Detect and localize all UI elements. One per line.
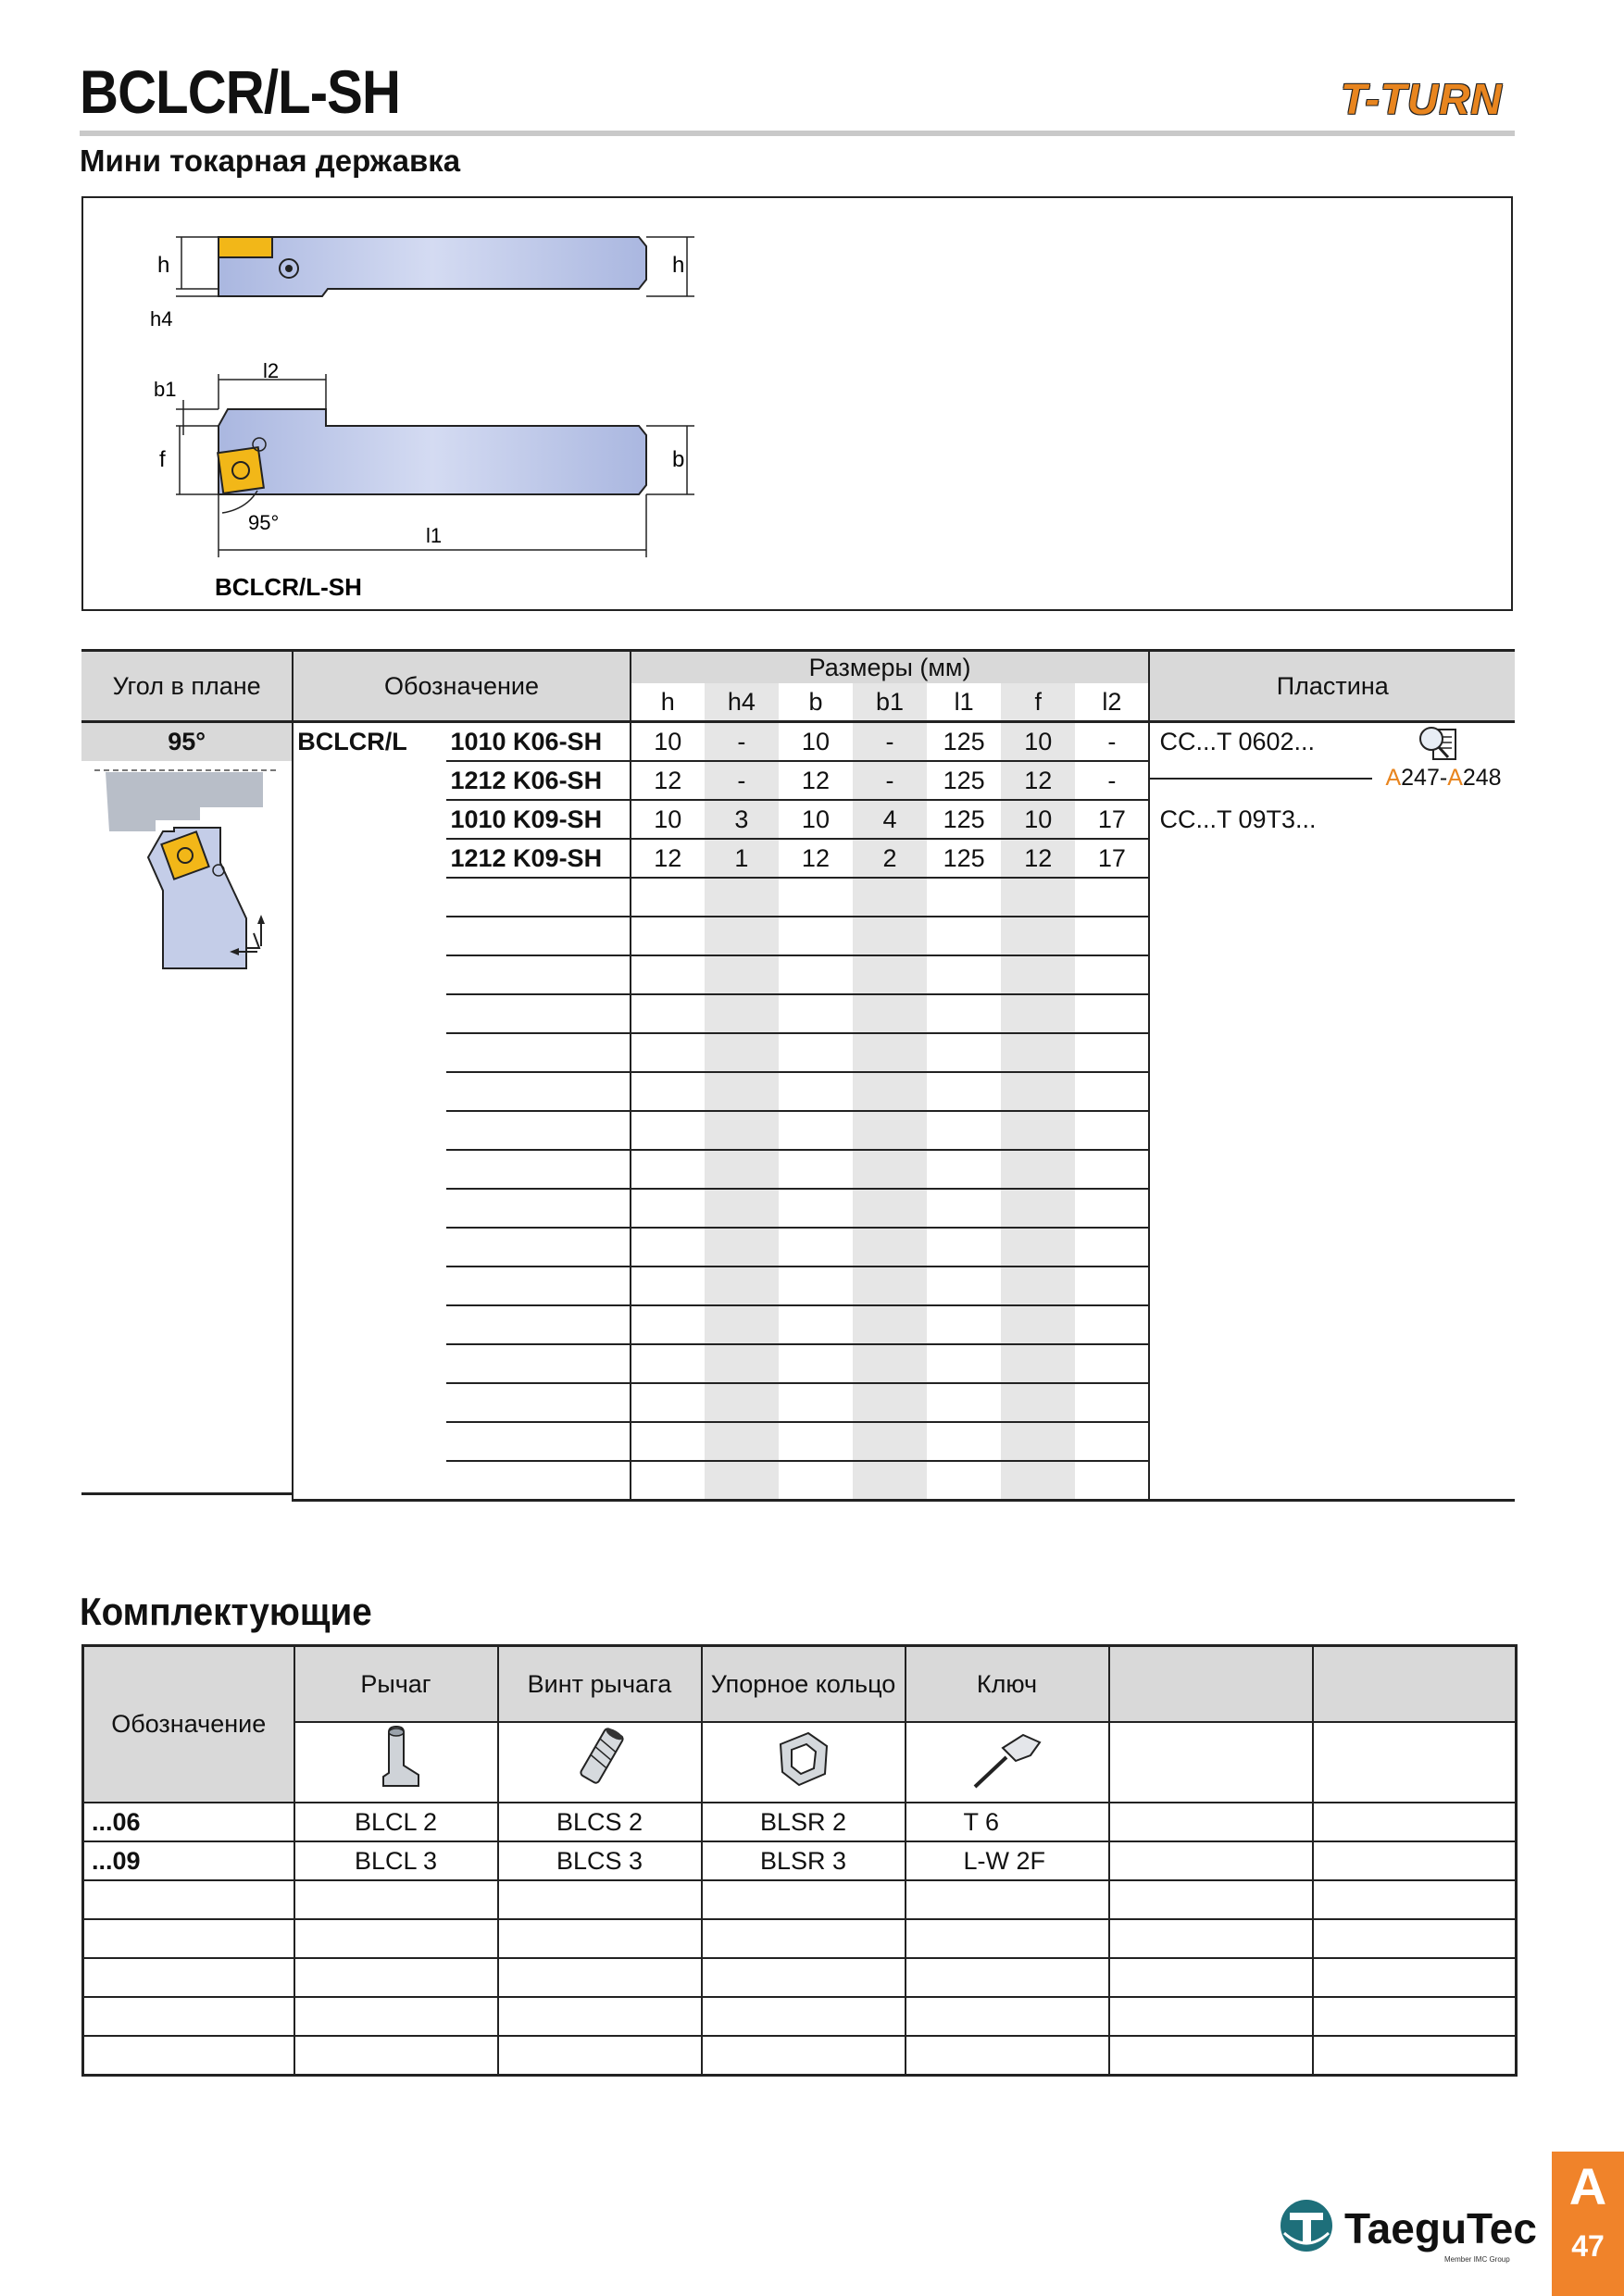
designation-code: 1212 K06-SH: [446, 761, 630, 800]
insert-position-illustration: [81, 761, 293, 1002]
dim-col-f: f: [1001, 683, 1075, 722]
cell-value: 12: [1001, 761, 1075, 800]
col-designation-header: Обозначение: [293, 651, 630, 722]
dim-col-l1: l1: [927, 683, 1001, 722]
side-view: [176, 237, 694, 296]
dim-f: f: [159, 447, 166, 472]
dim-col-h: h: [631, 683, 705, 722]
designation-code: 1212 K09-SH: [446, 839, 630, 878]
acc-cell: BLSR 3: [702, 1841, 906, 1880]
dim-col-l2: l2: [1075, 683, 1149, 722]
diagram-caption: BCLCR/L-SH: [215, 573, 362, 601]
dim-h-right: h: [672, 253, 685, 278]
cell-value: 17: [1075, 800, 1149, 839]
col-insert-header: Пластина: [1149, 651, 1515, 722]
cell-value: 17: [1075, 839, 1149, 878]
col-angle-header: Угол в плане: [81, 651, 293, 722]
cell-value: -: [1107, 727, 1117, 755]
cell-value: 12: [631, 839, 705, 878]
section-letter: A: [1568, 2157, 1607, 2215]
dim-b: b: [672, 447, 685, 472]
lever-icon: [294, 1722, 498, 1803]
page-subtitle: Мини токарная державка: [80, 144, 461, 178]
dim-l2: l2: [263, 359, 280, 382]
cell-value: 10: [631, 800, 705, 839]
cell-value: 3: [705, 800, 779, 839]
insert-value: CC...T 0602...: [1149, 722, 1515, 762]
acc-row-code: ...06: [83, 1803, 294, 1841]
acc-col-shim-ring: Упорное кольцо: [702, 1646, 906, 1723]
section-tab: [1552, 2152, 1624, 2296]
catalog-page-ref[interactable]: A247-A248: [1385, 765, 1502, 791]
dim-col-b1: b1: [853, 683, 927, 722]
angle-value: 95°: [81, 722, 293, 762]
cell-value: 125: [927, 839, 1001, 878]
cell-value: 125: [927, 800, 1001, 839]
dim-col-h4: h4: [705, 683, 779, 722]
magnifier-catalog-icon: [1413, 722, 1468, 765]
cell-value: -: [853, 722, 927, 762]
brand-subline: Member IMC Group: [1444, 2255, 1510, 2264]
designation-code: 1010 K09-SH: [446, 800, 630, 839]
cell-value: -: [705, 761, 779, 800]
acc-cell: T 6: [906, 1803, 1109, 1841]
acc-cell: BLSR 2: [702, 1803, 906, 1841]
dim-l1: l1: [426, 524, 443, 547]
title-rule: [80, 131, 1515, 136]
series-label: BCLCR/L: [293, 722, 446, 762]
cell-value: 10: [631, 722, 705, 762]
acc-cell: L-W 2F: [906, 1841, 1109, 1880]
cell-value: 12: [631, 761, 705, 800]
dimensions-table: [81, 649, 1515, 1502]
acc-cell: BLCS 2: [498, 1803, 702, 1841]
col-dimensions-header: Размеры (мм): [631, 651, 1150, 684]
cell-value: 125: [943, 727, 985, 755]
acc-cell: BLCL 2: [294, 1803, 498, 1841]
cell-value: 125: [927, 761, 1001, 800]
t-turn-logo: T-TURN: [1341, 75, 1503, 123]
taegutec-logo-icon: [1279, 2198, 1340, 2253]
acc-col-key: Ключ: [906, 1646, 1109, 1723]
designation-code: 1010 K06-SH: [450, 727, 603, 755]
angle-illustration-cell: [81, 761, 293, 1501]
dim-angle: 95°: [248, 511, 280, 534]
page-number: 47: [1571, 2229, 1605, 2263]
cell-value: 2: [853, 839, 927, 878]
cell-value: 12: [779, 761, 853, 800]
acc-designation-header: Обозначение: [83, 1646, 294, 1803]
page-title: BCLCR/L-SH: [80, 57, 401, 126]
accessories-table: [81, 1644, 1518, 2077]
cell-value: 1: [705, 839, 779, 878]
wrench-icon: [906, 1722, 1109, 1803]
acc-col-lever: Рычаг: [294, 1646, 498, 1723]
shim-ring-icon: [702, 1722, 906, 1803]
cell-value: -: [853, 761, 927, 800]
lever-screw-icon: [498, 1722, 702, 1803]
insert-ref-cell: [1149, 761, 1515, 800]
cell-value: 10: [801, 727, 830, 755]
acc-cell: BLCL 3: [294, 1841, 498, 1880]
cell-value: -: [705, 722, 779, 762]
acc-cell: BLCS 3: [498, 1841, 702, 1880]
accessories-title: Комплектующие: [80, 1590, 372, 1633]
cell-value: 12: [1001, 839, 1075, 878]
cell-value: 12: [779, 839, 853, 878]
cell-value: 4: [853, 800, 927, 839]
cell-value: 10: [779, 800, 853, 839]
table-bottom-rule: [81, 1492, 293, 1495]
insert-value: CC...T 09T3...: [1149, 800, 1515, 839]
tool-diagram: [83, 198, 1509, 609]
brand-name: TaeguTec: [1344, 2204, 1537, 2252]
dim-b1: b1: [154, 378, 177, 401]
acc-row-code: ...09: [83, 1841, 294, 1880]
dim-h4: h4: [150, 307, 173, 331]
cell-value: -: [1075, 761, 1149, 800]
acc-col-lever-screw: Винт рычага: [498, 1646, 702, 1723]
cell-value: 10: [1001, 800, 1075, 839]
cell-value: 10: [1001, 722, 1075, 762]
dim-h-left: h: [157, 253, 170, 278]
dim-col-b: b: [779, 683, 853, 722]
